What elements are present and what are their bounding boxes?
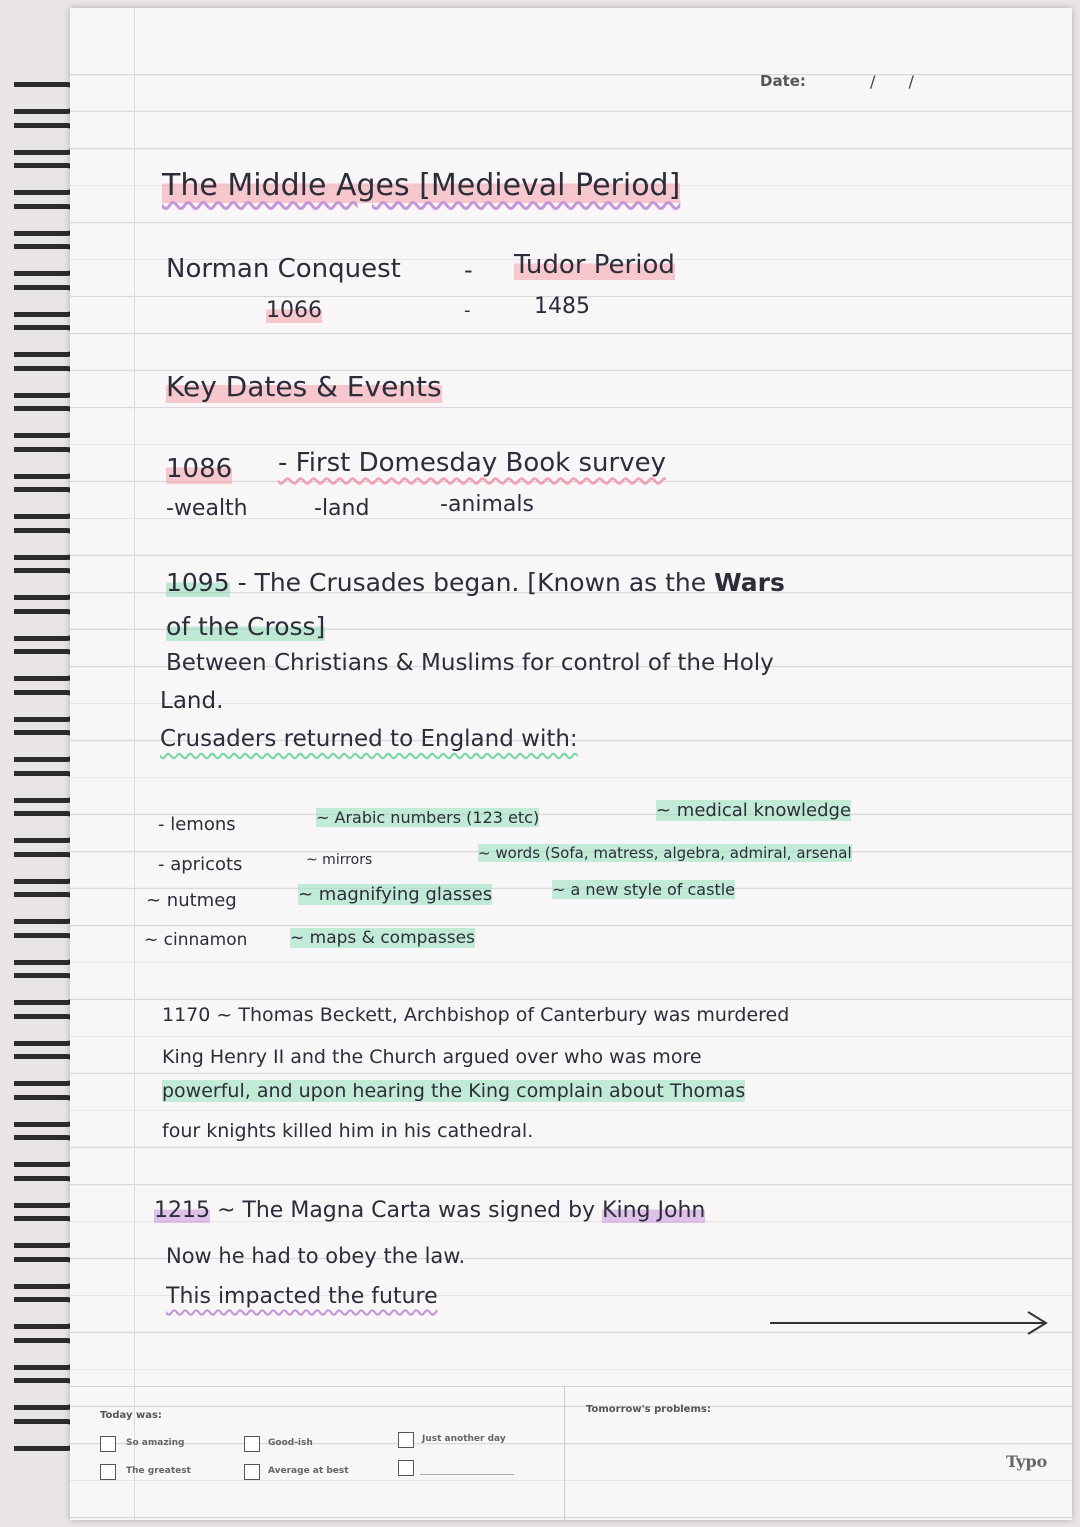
crusade-item-text: ~ words (Sofa, matress, algebra, admiral, arsenal [478,844,852,862]
crusade-item-text: ~ maps & compasses [290,928,475,948]
checkbox-just-another-day[interactable] [398,1432,414,1448]
timeline-end-year: 1485 [534,294,590,319]
event-1095-line5: Crusaders returned to England with: [160,726,578,752]
crusade-item: ~ cinnamon [144,930,248,950]
crusade-item [478,844,852,862]
event-1095-line3: Between Christians & Muslims for control of the Holy [166,650,774,676]
key-dates-heading [166,370,442,403]
event-1170-line2: King Henry II and the Church argued over who was more [162,1046,702,1068]
event-1086-item: -animals [440,492,534,517]
year-1086: 1086 [166,454,233,484]
event-1170-line3-text: powerful, and upon hearing the King complain about Thomas [162,1080,746,1102]
crusade-item: ~ nutmeg [146,890,237,911]
checkbox-label: Good-ish [268,1438,313,1448]
date-label: Date: [760,72,806,90]
crusade-item [656,800,851,821]
page-title [162,168,680,203]
year-1170: 1170 [162,1004,211,1026]
crusade-item-text: ~ magnifying glasses [298,884,493,905]
timeline-start-label: Norman Conquest [166,254,401,284]
timeline-end-label [514,250,675,280]
checkbox-the-greatest[interactable] [100,1464,116,1480]
tomorrow-label: Tomorrow's problems: [586,1404,711,1415]
king-john: King John [602,1198,706,1223]
crusade-item-text: ~ Arabic numbers (123 etc) [316,808,540,827]
title-text: The Middle Ages [Medieval Period] [162,168,681,203]
event-1215-text: ~ The Magna Carta was signed by [217,1198,596,1223]
crusade-item [298,884,492,905]
custom-option-line [420,1474,514,1475]
checkbox-label: Just another day [422,1434,506,1444]
crusade-item-text: ~ a new style of castle [552,880,735,899]
event-1095-bold: Wars [714,568,785,597]
start-year-text: 1066 [266,298,322,323]
today-label: Today was: [100,1410,162,1421]
event-1170-line4: four knights killed him in his cathedral. [162,1120,534,1142]
checkbox-average-at-best[interactable] [244,1464,260,1480]
crusade-item: ~ mirrors [306,852,373,868]
crusade-item [290,928,475,948]
year-1095: 1095 [166,568,230,597]
date-value: / / [870,72,928,91]
checkbox-so-amazing[interactable] [100,1436,116,1452]
event-1215-line2: Now he had to obey the law. [166,1244,466,1268]
event-1086-item: -land [314,496,370,521]
event-1095-line1 [166,568,785,597]
crusade-item: - apricots [158,854,243,875]
event-1095-line4: Land. [160,688,224,714]
key-dates-text: Key Dates & Events [166,370,442,403]
checkbox-good-ish[interactable] [244,1436,260,1452]
event-1095-text: - The Crusades began. [Known as the [237,568,707,597]
checkbox-label: So amazing [126,1438,185,1448]
notebook-page [70,8,1072,1520]
year-1215: 1215 [154,1198,210,1223]
crusade-item-text: ~ medical knowledge [656,800,852,821]
event-1086-item: -wealth [166,496,248,521]
checkbox-label: The greatest [126,1466,191,1476]
notebook-spiral [0,0,80,1527]
event-1095-line2 [166,612,325,641]
crusade-item: - lemons [158,814,236,835]
margin-line [134,8,135,1520]
event-1170-text: ~ Thomas Beckett, Archbishop of Canterbury was murdered [216,1004,790,1026]
brand-logo: Typo [1006,1452,1048,1471]
checkbox-custom[interactable] [398,1460,414,1476]
event-1086-year [166,454,232,484]
cross-text: of the Cross] [166,612,326,641]
event-1170-line3 [162,1080,745,1102]
timeline-dash-2: - [464,300,471,321]
next-page-arrow-icon [770,1308,1050,1338]
end-label-text: Tudor Period [514,250,675,280]
event-1086-text: - First Domesday Book survey [278,448,666,478]
crusade-item [552,880,735,899]
timeline-start-year [266,298,322,323]
footer-divider [564,1386,565,1520]
page-footer [70,1386,1072,1520]
event-1215-line3: This impacted the future [166,1284,438,1309]
event-1170-line1 [162,1004,789,1026]
timeline-dash-1: - [464,256,473,284]
crusade-item [316,808,539,827]
event-1215-line1 [154,1198,705,1223]
checkbox-label: Average at best [268,1466,349,1476]
